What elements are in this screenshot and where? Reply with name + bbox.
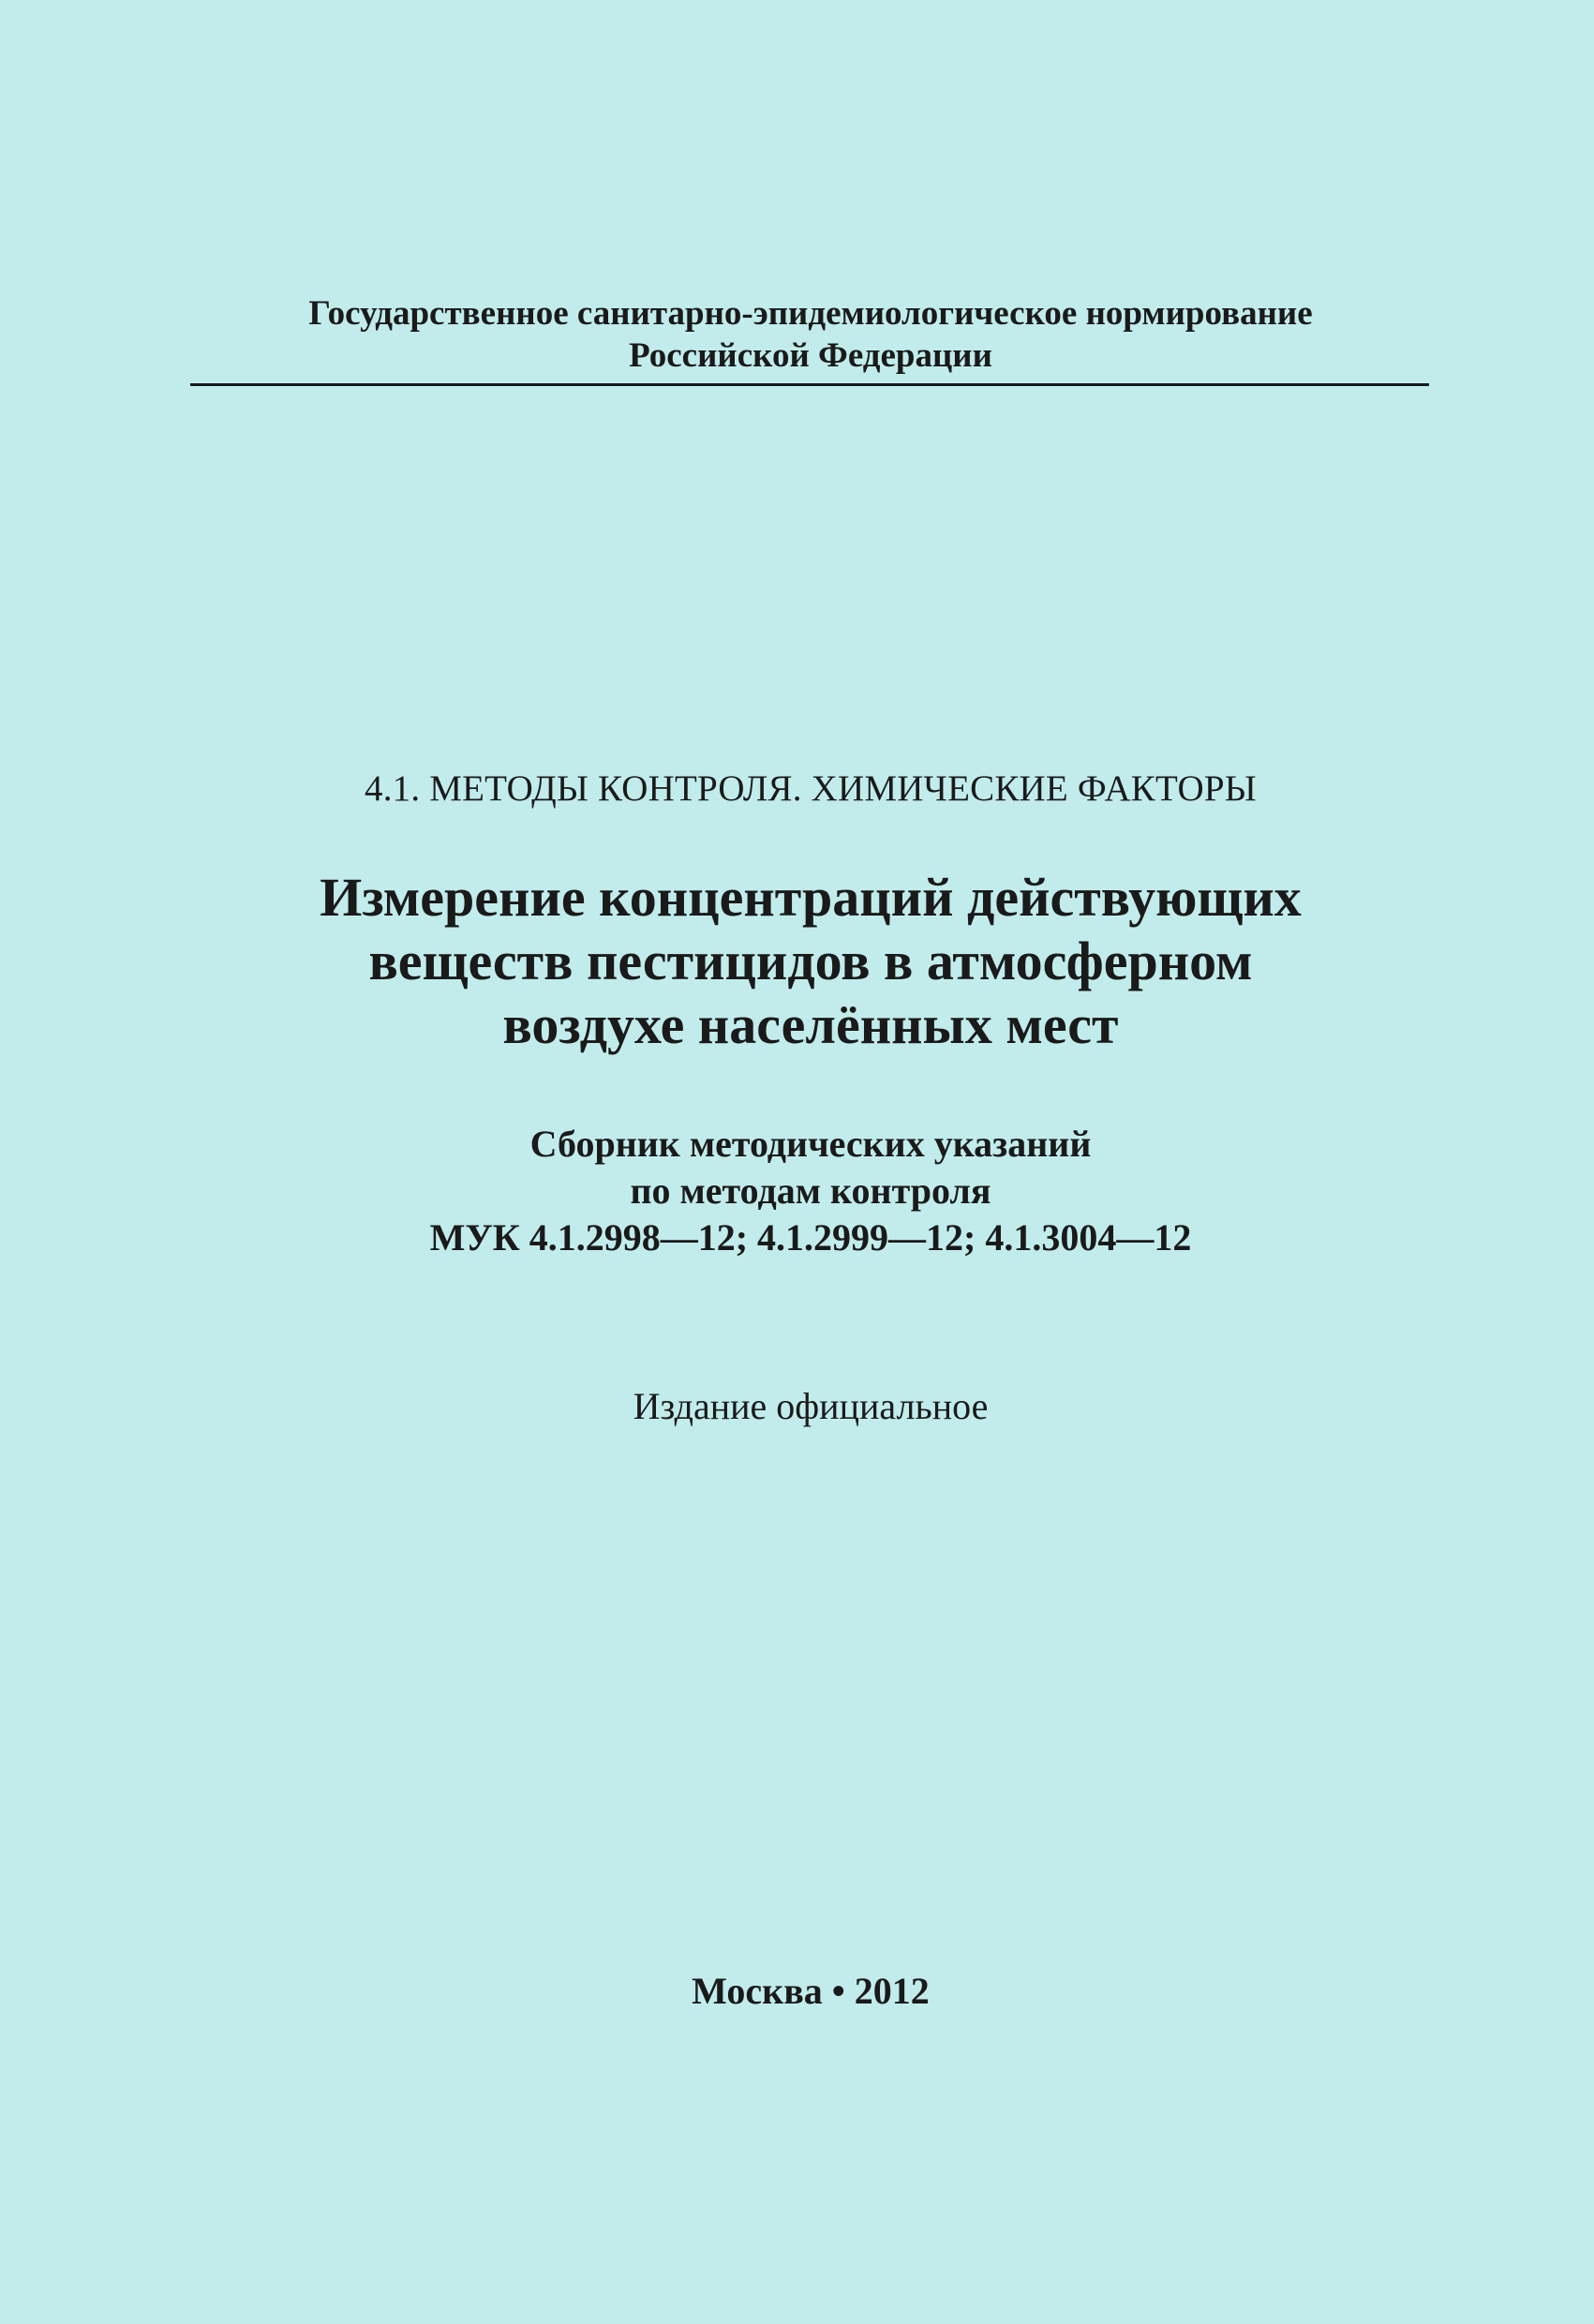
subtitle-line-3: МУК 4.1.2998—12; 4.1.2999—12; 4.1.3004—12 [429,1216,1192,1259]
header-line-2: Российской Федерации [629,336,992,375]
section-title: 4.1. МЕТОДЫ КОНТРОЛЯ. ХИМИЧЕСКИЕ ФАКТОРЫ [365,768,1257,809]
title-line-3: воздухе населённых мест [502,994,1119,1055]
issuing-body-header [187,292,1434,377]
header-line-1: Государственное санитарно-эпидемиологическое нормирование [308,294,1313,333]
document-title [141,866,1481,1057]
header-divider [190,383,1429,386]
document-subtitle [187,1121,1434,1261]
subtitle-line-2: по методам контроля [630,1169,991,1212]
title-line-1: Измерение концентраций действующих [320,867,1302,928]
subtitle-line-1: Сборник методических указаний [529,1123,1092,1165]
title-line-2: веществ пестицидов в атмосферном [368,931,1253,991]
imprint: Москва • 2012 [692,1970,930,2012]
edition-note: Издание официальное [633,1385,989,1427]
